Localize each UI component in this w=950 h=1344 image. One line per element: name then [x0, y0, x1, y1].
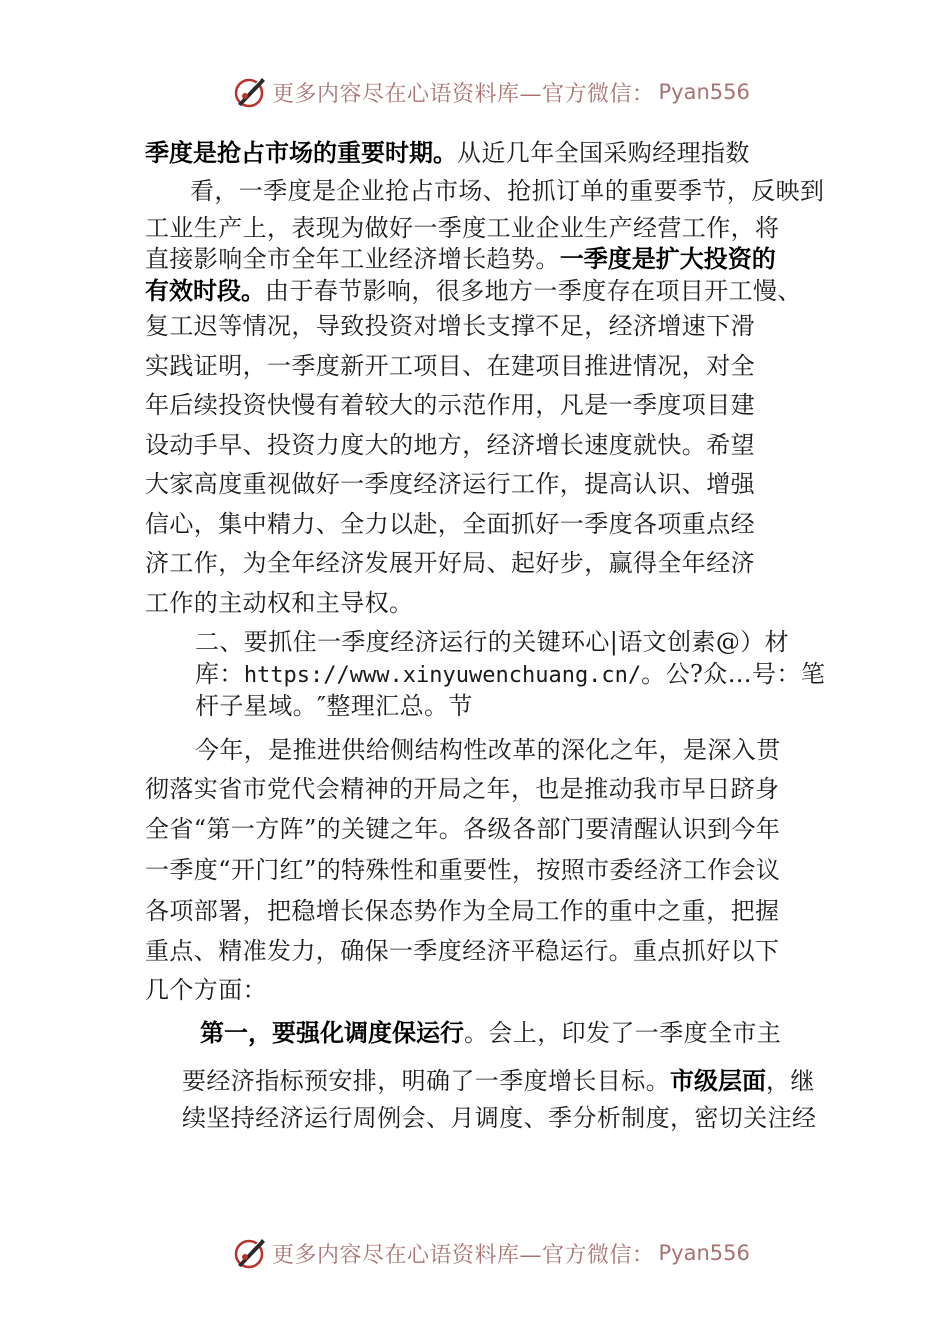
text-line: 复工迟等情况，导致投资对增长支撑不足，经济增速下滑 — [145, 312, 755, 340]
footer-banner-id: Pyan556 — [658, 1241, 750, 1265]
text-line: 信心，集中精力、全力以赴，全面抓好一季度各项重点经 — [145, 510, 755, 538]
text-line: 济工作，为全年经济发展开好局、起好步，赢得全年经济 — [145, 549, 755, 577]
text-line: 一季度“开门红”的特殊性和重要性，按照市委经济工作会议 — [145, 856, 781, 884]
pen-logo-icon — [232, 1235, 268, 1271]
text-run: 。会上，印发了一季度全市主 — [464, 1019, 782, 1047]
section-heading: 二、要抓住一季度经济运行的关键环心|语文创素@）材 — [195, 628, 790, 656]
header-banner — [232, 72, 750, 112]
text-line: 大家高度重视做好一季度经济运行工作，提高认识、增强 — [145, 470, 755, 498]
header-banner-id: Pyan556 — [658, 80, 750, 104]
text-line: 年后续投资快慢有着较大的示范作用，凡是一季度项目建 — [145, 391, 755, 419]
text-line: 设动手早、投资力度大的地方，经济增长速度就快。希望 — [145, 431, 755, 459]
text-run: 由于春节影响，很多地方一季度存在项目开工慢、 — [265, 277, 802, 305]
text-line: 看，一季度是企业抢占市场、抢抓订单的重要季节，反映到 — [190, 177, 825, 205]
text-line: 几个方面： — [145, 976, 267, 1004]
bold-phrase: 市级层面 — [670, 1067, 766, 1095]
bold-phrase: 季度是抢占市场的重要时期。 — [145, 139, 457, 167]
text-line: 重点、精准发力，确保一季度经济平稳运行。重点抓好以下 — [145, 937, 780, 965]
text-run: 从近几年全国采购经理指数 — [457, 139, 750, 167]
text-line: 工业生产上，表现为做好一季度工业企业生产经营工作，将 — [145, 214, 780, 242]
source-url-link[interactable]: https://www.xinyuwenchuang.cn/ — [243, 663, 642, 688]
text-run: 。公?众…号：笔 — [641, 660, 826, 688]
text-line — [195, 659, 825, 689]
text-run: 要经济指标预安排，明确了一季度增长目标。 — [182, 1067, 670, 1095]
text-run: 库： — [195, 660, 244, 688]
text-line: 各项部署，把稳增长保态势作为全局工作的重中之重，把握 — [145, 897, 780, 925]
text-line — [200, 1018, 781, 1048]
header-banner-text: 更多内容尽在心语资料库—官方微信： — [272, 81, 655, 107]
bold-phrase: 一季度是扩大投资的 — [559, 245, 776, 273]
text-line: 实践证明，一季度新开工项目、在建项目推进情况，对全 — [145, 352, 755, 380]
bold-phrase: 有效时段。 — [145, 277, 265, 305]
footer-banner-text: 更多内容尽在心语资料库—官方微信： — [272, 1242, 655, 1268]
text-line — [145, 276, 802, 306]
bold-phrase: 第一，要强化调度保运行 — [200, 1019, 464, 1047]
text-line: 杆子星域。″整理汇总。节 — [195, 692, 473, 720]
text-run: ，继 — [766, 1067, 815, 1095]
text-line — [145, 244, 776, 274]
text-line: 续坚持经济运行周例会、月调度、季分析制度，密切关注经 — [182, 1104, 817, 1132]
text-line — [182, 1066, 815, 1096]
footer-banner — [232, 1233, 750, 1273]
text-line: 彻落实省市党代会精神的开局之年，也是推动我市早日跻身 — [145, 775, 780, 803]
text-line: 全省“第一方阵”的关键之年。各级各部门要清醒认识到今年 — [145, 815, 781, 843]
text-line: 工作的主动权和主导权。 — [145, 589, 414, 617]
text-run: 直接影响全市全年工业经济增长趋势。 — [145, 245, 560, 273]
text-line — [145, 138, 750, 168]
text-line: 今年，是推进供给侧结构性改革的深化之年，是深入贯 — [195, 736, 781, 764]
pen-logo-icon — [232, 74, 268, 110]
